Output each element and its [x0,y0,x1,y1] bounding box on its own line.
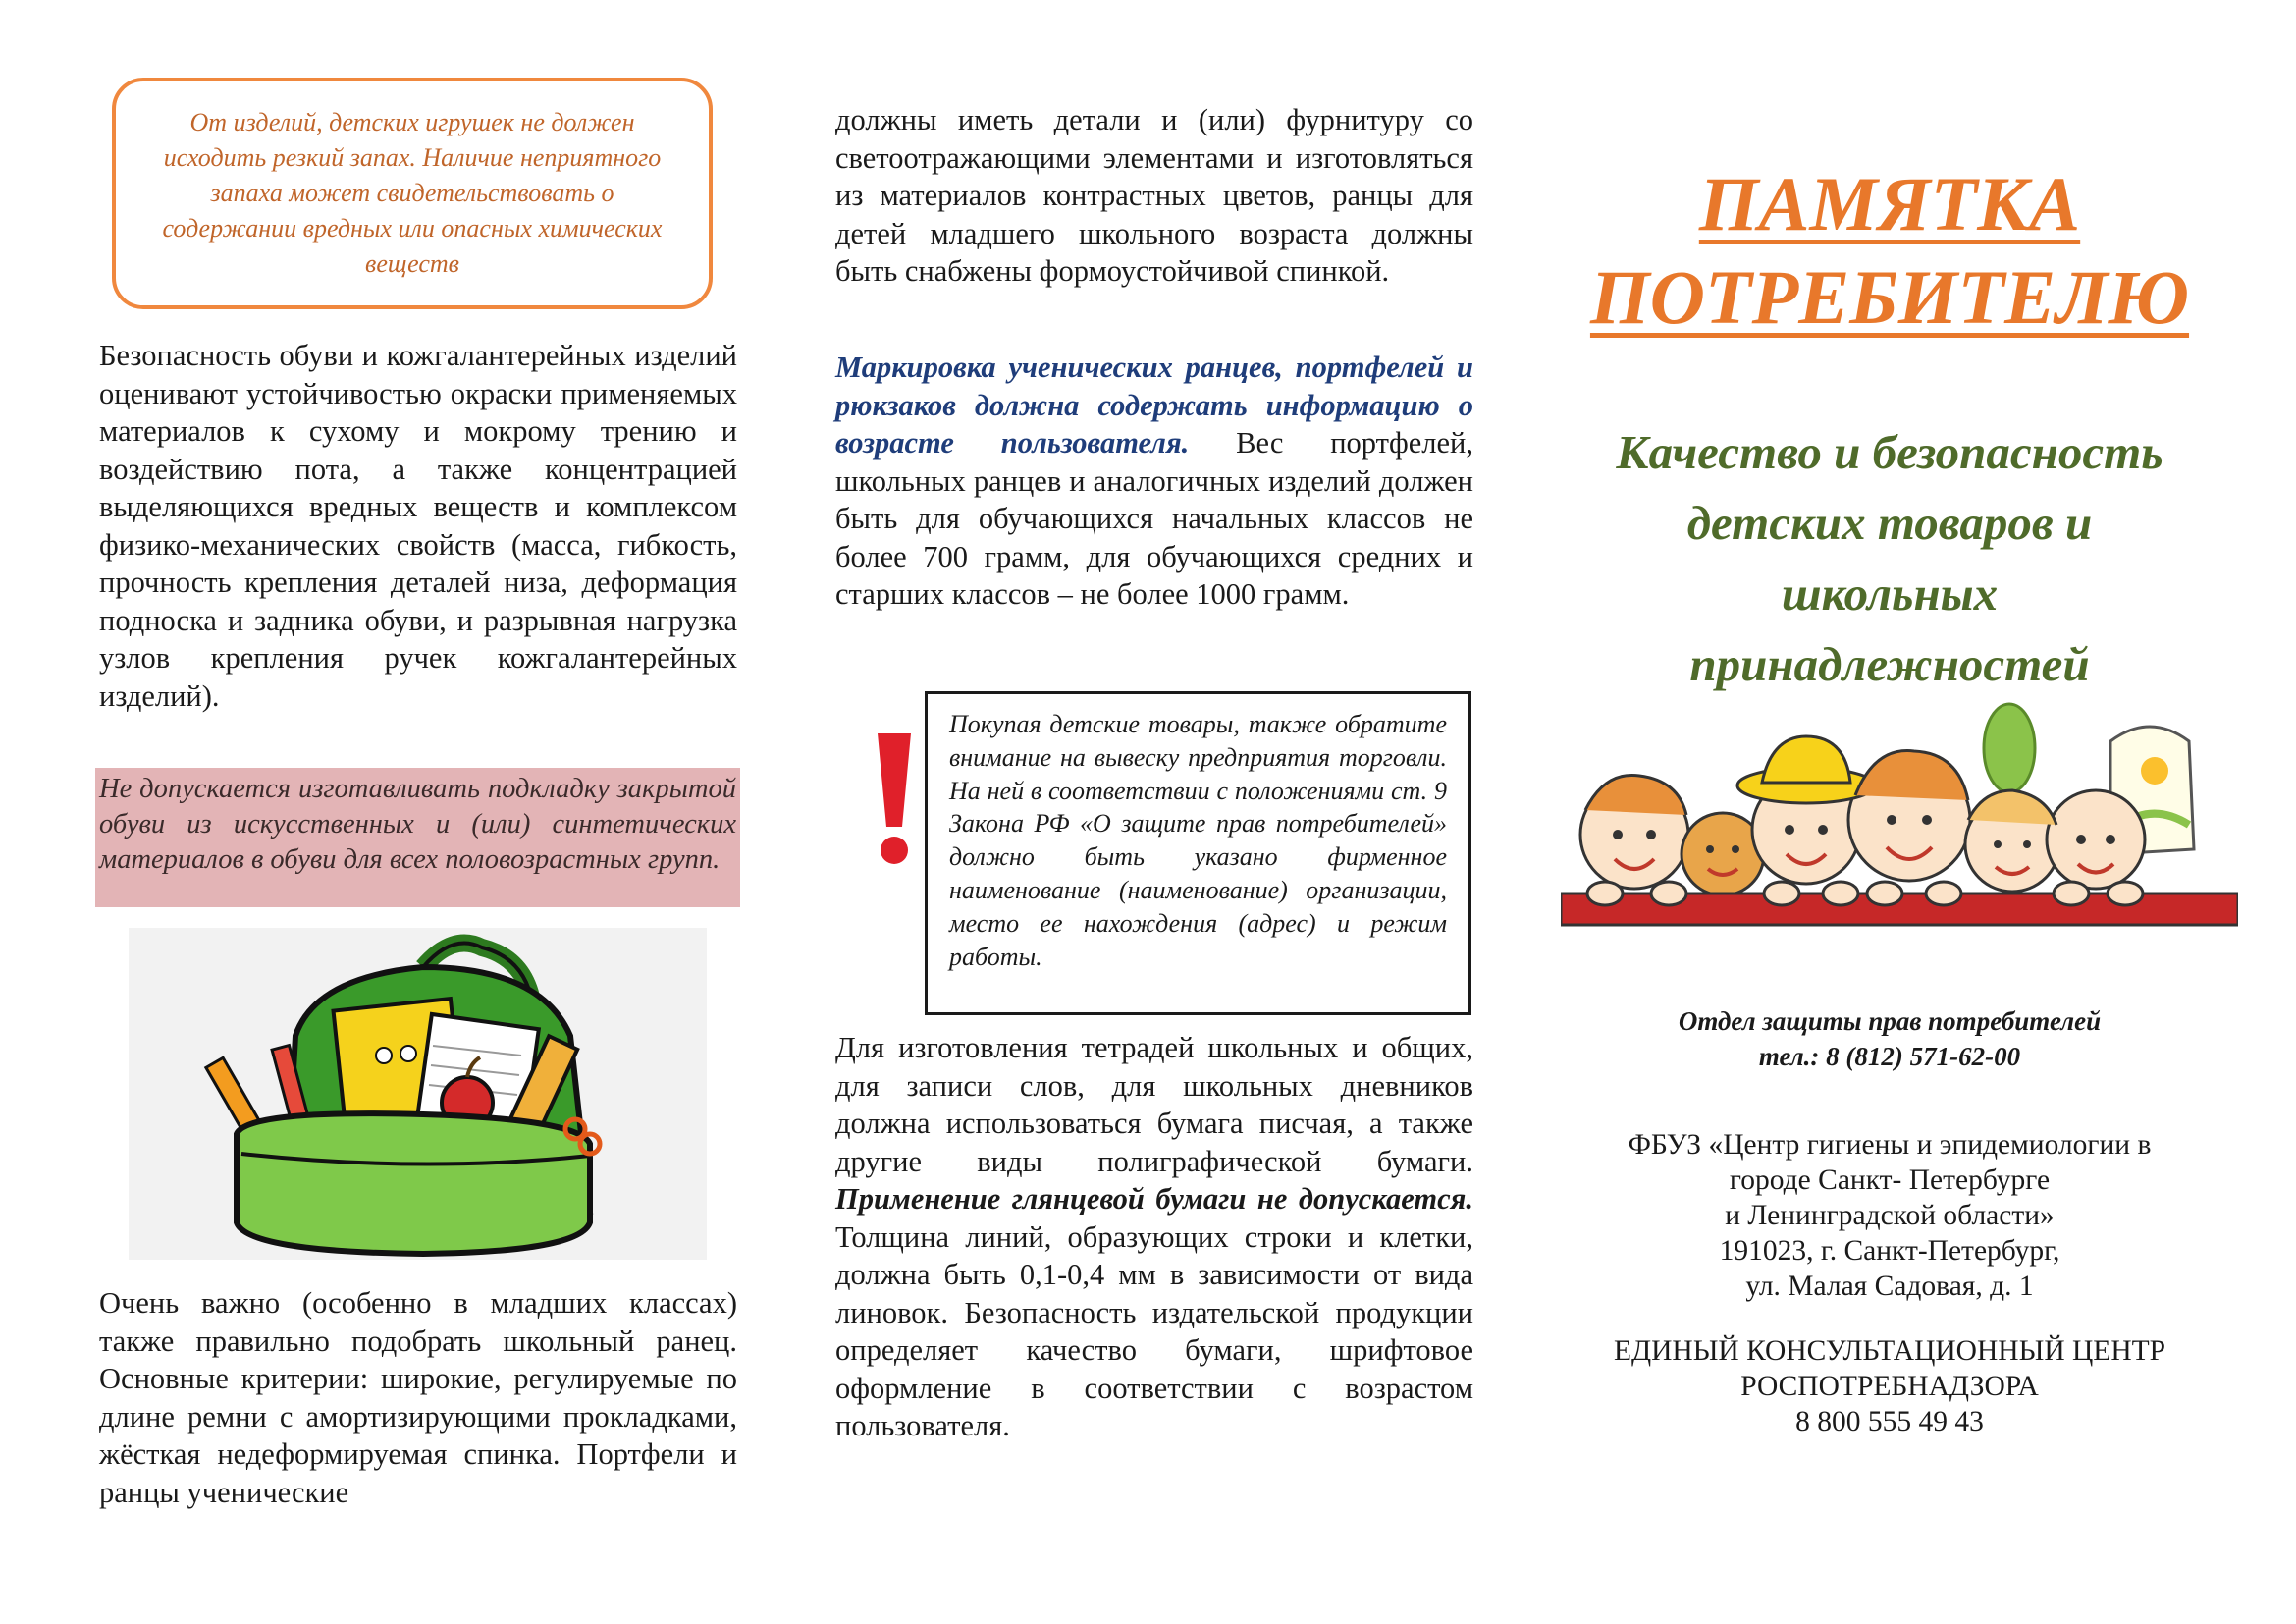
subtitle-line-4: принадлежностей [1689,637,2090,691]
subtitle-line-2: детских товаров и [1686,496,2093,550]
backpack-illustration [129,928,707,1260]
exclamation-icon [870,729,919,866]
notebook-paper-paragraph [835,1029,1473,1445]
center-line-1: ЕДИНЫЙ КОНСУЛЬТАЦИОННЫЙ ЦЕНТР [1613,1335,2166,1367]
subtitle-line-1: Качество и безопасность [1616,425,2163,479]
callout-text: От изделий, детских игрушек не должен исходить резкий запах. Наличие неприятного запаха может свидетельствовать о содержании вредных или опасных химических веществ [162,108,663,278]
glossy-paper-ban-text: Применение глянцевой бумаги не допускается. [835,1182,1473,1216]
store-signboard-notice [925,691,1471,1015]
backpack-selection-paragraph: Очень важно (особенно в младших классах) также правильно подобрать школьный ранец. Основные критерии: широкие, регулируемые по длине ремни с амортизирующими прокладками, жёсткая недеформируемая спинка. Портфели и ранцы ученические [99,1286,737,1509]
org-line-2: городе Санкт- Петербурге [1729,1164,2051,1196]
department-phone: тел.: 8 (812) 571-62-00 [1758,1042,2021,1071]
paper-details-text: Толщина линий, образующих строки и клетки, должна быть 0,1-0,4 мм в зависимости от вида линовок. Безопасность издательской продукции определяет качество бумаги, шрифтовое оформление в соответствии с возрастом пользователя. [835,1219,1473,1442]
department-contact [1551,1003,2228,1074]
title-line-1: ПАМЯТКА [1698,161,2081,246]
page-subtitle [1551,417,2228,700]
subtitle-line-3: школьных [1781,567,1999,621]
paper-intro-text: Для изготовления тетрадей школьных и общих, для записи слов, для школьных дневников должна использоваться бумага писчая, а также другие виды полиграфической бумаги. [835,1031,1473,1178]
odor-warning-callout [112,78,713,309]
weight-limits-text: Вес портфелей, школьных ранцев и аналогичных изделий должен быть для обучающихся начальных классов не более 700 грамм, для обучающихся средних и старших классов – не более 1000 грамм. [835,426,1473,611]
center-line-2: РОСПОТРЕБНАДЗОРА [1740,1371,2039,1402]
labeling-requirement-text: Маркировка ученических ранцев, портфелей и рюкзаков должна содержать информацию о возрасте пользователя. [835,351,1473,460]
org-line-4: 191023, г. Санкт-Петербург, [1719,1235,2060,1267]
lining-warning-text: Не допускается изготавливать подкладку закрытой обуви из искусственных и (или) синтетических материалов в обуви для всех половозрастных групп. [99,774,736,875]
kids-over-fence-icon [1561,692,2238,947]
labeling-paragraph [835,349,1473,614]
organization-address [1551,1127,2228,1304]
backpack-icon [129,928,707,1260]
department-name: Отдел защиты прав потребителей [1678,1006,2102,1036]
org-line-3: и Ленинградской области» [1725,1200,2055,1231]
children-illustration [1561,692,2238,947]
center-phone: 8 800 555 49 43 [1795,1406,1984,1437]
org-line-5: ул. Малая Садовая, д. 1 [1745,1271,2034,1302]
title-line-2: ПОТРЕБИТЕЛЮ [1589,254,2190,340]
notice-text: Покупая детские товары, также обратите внимание на вывеску предприятия торговли. На ней в соответствии с положениями ст. 9 Закона РФ «О защите прав потребителей» должно быть указано фирменное наименование (наименование) организации, место ее нахождения (адрес) и режим работы. [949,710,1447,971]
footwear-safety-paragraph: Безопасность обуви и кожгалантерейных изделий оценивают устойчивостью окраски применяемых материалов к сухому и мокрому трению и воздействию пота, а также концентрацией выделяющихся вредных веществ и комплексом физико-механических свойств (масса, гибкость, прочность крепления деталей низа, деформация подноска и задника обуви, и разрывная нагрузка узлов крепления ручек кожгалантерейных изделий). [99,339,737,713]
consultation-center [1551,1333,2228,1439]
lining-warning-box [95,768,740,907]
org-line-1: ФБУЗ «Центр гигиены и эпидемиологии в [1628,1129,2152,1161]
page-title [1551,157,2228,344]
reflective-elements-paragraph: должны иметь детали и (или) фурнитуру со светоотражающими элементами и изготовляться из материалов контрастных цветов, ранцы для детей младшего школьного возраста должны быть снабжены формоустойчивой спинкой. [835,103,1473,288]
